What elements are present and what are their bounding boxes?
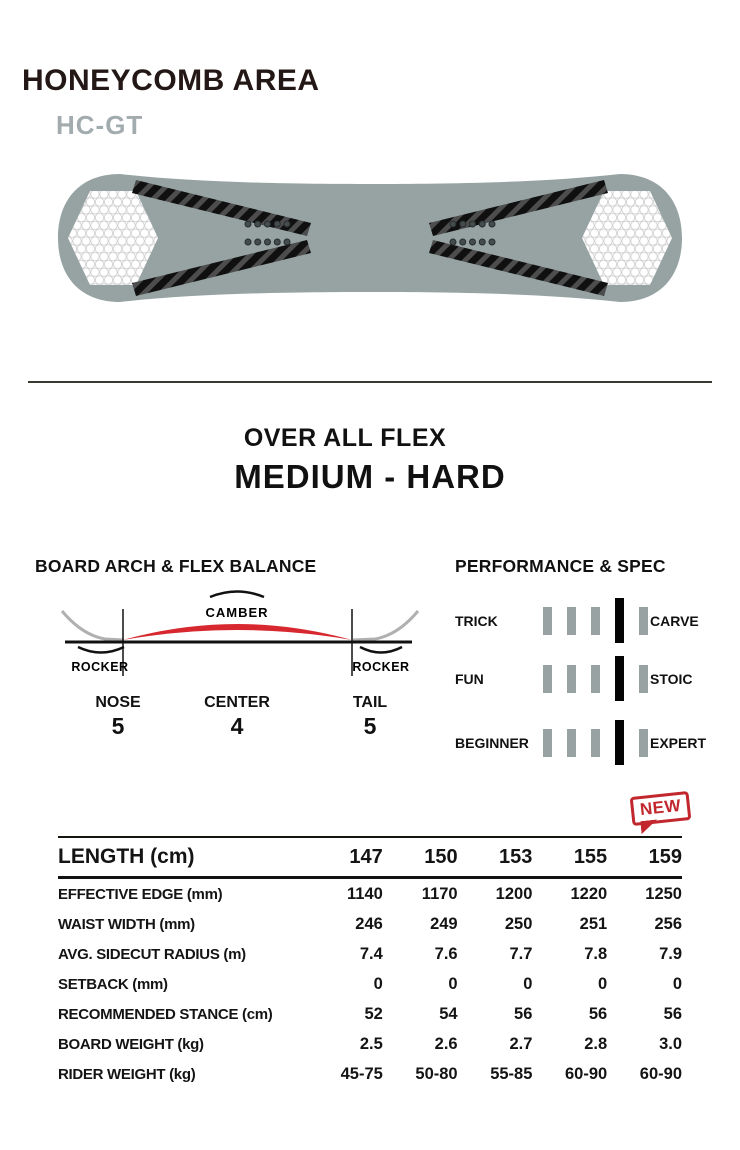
performance-left-label: FUN [455,670,484,687]
new-badge-label: NEW [639,795,682,820]
rating-bar [591,607,600,635]
spec-cell: 54 [439,1004,458,1023]
performance-left-label: BEGINNER [455,734,529,751]
zone-tail-label: TAIL [352,694,388,711]
spec-cell: 60-90 [639,1064,682,1083]
zone-center-value: 4 [230,713,244,739]
spec-header-label: LENGTH (cm) [58,837,308,878]
overall-flex-value: MEDIUM - HARD [234,458,506,495]
rating-bar [639,665,648,693]
table-row [58,939,682,969]
rating-bar [591,665,600,693]
table-row [58,969,682,999]
spec-cell: 1250 [645,884,682,903]
rating-bar [543,665,552,693]
rating-bar [543,607,552,635]
spec-cell: 246 [355,914,383,933]
spec-row-label: RECOMMENDED STANCE (cm) [58,1005,273,1023]
rating-bars [543,720,663,765]
spec-row-label: BOARD WEIGHT (kg) [58,1035,204,1053]
page-title: HONEYCOMB AREA [22,64,320,97]
zone-center-label: CENTER [204,694,270,711]
spec-row-label: WAIST WIDTH (mm) [58,915,195,933]
spec-table [58,836,682,1089]
spec-cell: 256 [654,914,682,933]
spec-header-value: 147 [308,837,383,878]
spec-row-label: RIDER WEIGHT (kg) [58,1065,196,1083]
spec-cell: 2.5 [359,1034,383,1053]
rating-bar [567,665,576,693]
rating-bar [639,607,648,635]
rating-bar [543,729,552,757]
spec-cell: 7.7 [509,944,533,963]
spec-header-value: 159 [607,837,682,878]
spec-cell: 0 [598,974,608,993]
spec-cell: 7.4 [359,944,383,963]
spec-row-label: EFFECTIVE EDGE (mm) [58,885,223,903]
spec-header-value: 153 [458,837,533,878]
spec-header-value: 150 [383,837,458,878]
performance-right-label: CARVE [650,612,699,629]
spec-cell: 55-85 [490,1064,533,1083]
spec-cell: 1140 [347,884,383,903]
spec-cell: 0 [373,974,383,993]
performance-row-fun-stoic [0,656,740,701]
performance-row-beginner-expert [0,720,740,765]
rating-bar [639,729,648,757]
table-row [58,999,682,1029]
spec-cell: 60-90 [564,1064,608,1083]
camber-label: CAMBER [205,605,269,620]
spec-cell: 7.9 [659,944,682,963]
performance-left-label: TRICK [455,612,498,629]
spec-cell: 249 [430,914,458,933]
new-badge-tail-icon [640,819,658,834]
spec-cell: 2.6 [434,1034,458,1053]
rocker-arc-right [360,647,402,653]
spec-cell: 52 [364,1004,383,1023]
performance-right-label: EXPERT [650,734,707,751]
spec-cell: 7.8 [584,944,608,963]
spec-cell: 0 [672,974,682,993]
spec-cell: 56 [588,1004,608,1023]
spec-table-header-row [58,837,682,878]
spec-cell: 56 [514,1004,533,1023]
rating-bars [543,656,663,701]
performance-section-heading: PERFORMANCE & SPEC [455,556,666,576]
spec-cell: 1170 [421,884,458,903]
spec-cell: 45-75 [340,1064,383,1083]
rating-bar [615,656,624,701]
spec-cell: 0 [523,974,533,993]
spec-header-value: 155 [532,837,607,878]
spec-row-label: AVG. SIDECUT RADIUS (m) [58,945,246,963]
spec-cell: 251 [579,914,608,933]
rocker-label-right: ROCKER [352,660,410,674]
rating-bar [567,729,576,757]
new-badge [630,791,692,826]
section-divider [28,381,712,383]
overall-flex-label: OVER ALL FLEX [243,424,447,452]
zone-nose-value: 5 [111,713,125,739]
zone-tail-value: 5 [363,713,377,739]
zone-nose-label: NOSE [95,694,141,711]
rating-bars [543,598,663,643]
spec-cell: 50-80 [415,1064,458,1083]
spec-cell: 1220 [570,884,608,903]
spec-cell: 250 [504,914,533,933]
rating-bar [567,607,576,635]
spec-row-label: SETBACK (mm) [58,975,168,993]
table-row [58,909,682,939]
model-name: HC-GT [56,110,144,140]
arch-section-heading: BOARD ARCH & FLEX BALANCE [35,556,317,576]
table-row [58,878,682,910]
spec-cell: 7.6 [434,944,458,963]
spec-cell: 3.0 [659,1034,682,1053]
new-badge-box [630,791,692,826]
table-row [58,1029,682,1059]
performance-right-label: STOIC [650,670,693,687]
spec-cell: 2.8 [584,1034,608,1053]
spec-cell: 0 [448,974,458,993]
rating-bar [615,598,624,643]
camber-arc [210,592,264,598]
performance-row-trick-carve [0,598,740,643]
snowboard-graphic [50,163,690,313]
rating-bar [615,720,624,765]
rocker-label-left: ROCKER [71,660,129,674]
table-row [58,1059,682,1089]
rocker-arc-left [78,647,124,653]
spec-cell: 2.7 [509,1034,533,1053]
spec-cell: 56 [663,1004,682,1023]
rating-bar [591,729,600,757]
spec-cell: 1200 [495,884,533,903]
